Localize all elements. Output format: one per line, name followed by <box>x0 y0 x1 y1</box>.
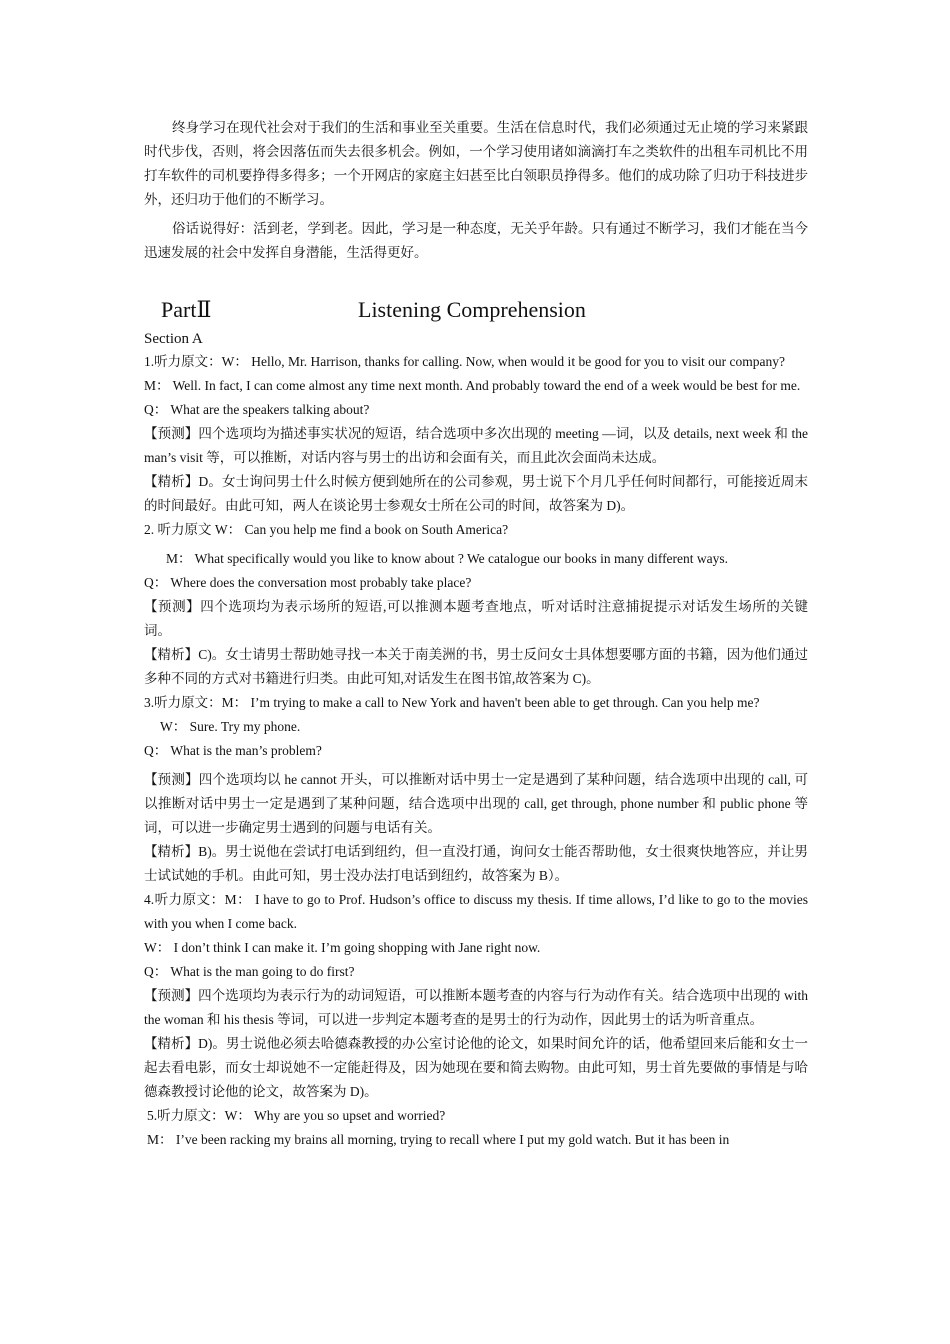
q1-analysis: 【精析】D。女士询问男士什么时候方便到她所在的公司参观，男士说下个月几乎任何时间都行，可能接近周末的时间最好。由此可知，两人在谈论男士参观女士所在公司的时间，故答案为 D)。 <box>144 474 808 513</box>
q4-transcript-w: W： I don’t think I can make it. I’m going shopping with Jane right now. <box>144 940 541 955</box>
q4-prediction: 【预测】四个选项均为表示行为的动词短语，可以推断本题考查的内容与行为动作有关。结合选项中出现的 with the woman 和 his thesis 等词，可以进一步判定本题考查的是男士的行为动作，因此男士的话为听音重点。 <box>144 988 808 1027</box>
document-body <box>144 116 808 1152</box>
q2-transcript-m: M： What specifically would you like to know about ? We catalogue our books in many different ways. <box>166 551 729 566</box>
q3-analysis: 【精析】B)。男士说他在尝试打电话到纽约，但一直没打通，询问女士能否帮助他，女士很爽快地答应，并让男士试试她的手机。由此可知，男士没办法打电话到纽约，故答案为 B）。 <box>144 844 808 883</box>
q3-question: Q： What is the man’s problem? <box>144 743 322 758</box>
q2-prediction: 【预测】四个选项均为表示场所的短语,可以推测本题考查地点，听对话时注意捕捉提示对话发生场所的关键词。 <box>144 599 808 638</box>
q4-question: Q： What is the man going to do first? <box>144 964 355 979</box>
q4-transcript-m: 4.听力原文：M： I have to go to Prof. Hudson’s office to discuss my thesis. If time allows, I’d like to go to the movies with you when I come back. <box>144 892 808 931</box>
q2-transcript-w: 2. 听力原文 W： Can you help me find a book on South America? <box>144 522 509 537</box>
q1-transcript-w: 1.听力原文：W： Hello, Mr. Harrison, thanks for calling. Now, when would it be good for you to visit our company? <box>144 354 786 369</box>
part-title: Listening Comprehension <box>358 297 586 322</box>
q1-question: Q： What are the speakers talking about? <box>144 402 370 417</box>
q2-question: Q： Where does the conversation most probably take place? <box>144 575 472 590</box>
q1-prediction: 【预测】四个选项均为描述事实状况的短语，结合选项中多次出现的 meeting —词，以及 details, next week 和 the man’s visit 等，可以推断，对话内容与男士的出访和会面有关，而且此次会面尚未达成。 <box>144 426 808 465</box>
intro-paragraph-1: 终身学习在现代社会对于我们的生活和事业至关重要。生活在信息时代，我们必须通过无止境的学习来紧跟时代步伐，否则，将会因落伍而失去很多机会。例如，一个学习使用诸如滴滴打车之类软件的出租车司机比不用打车软件的司机要挣得多得多；一个开网店的家庭主妇甚至比白领职员挣得多。他们的成功除了归功于科技进步外，还归功于他们的不断学习。 <box>144 120 808 207</box>
q4-analysis: 【精析】D)。男士说他必须去哈德森教授的办公室讨论他的论文，如果时间允许的话，他希望回来后能和女士一起去看电影，而女士却说她不一定能赶得及，因为她现在要和简去购物。由此可知，男士首先要做的事情是与哈德森教授讨论他的论文，故答案为 D)。 <box>144 1036 808 1099</box>
part-heading <box>144 294 808 326</box>
q3-prediction: 【预测】四个选项均以 he cannot 开头，可以推断对话中男士一定是遇到了某种问题，结合选项中出现的 call, 可以推断对话中男士一定是遇到了某种问题，结合选项中出现的 call, get through, phone number 和 public phone 等词，可以进一步确定男士遇到的问题与电话有关。 <box>144 772 808 835</box>
q1-transcript-m: M： Well. In fact, I can come almost any time next month. And probably toward the end of a week would be best for me. <box>144 378 801 393</box>
section-label: Section A <box>144 331 203 347</box>
q5-transcript-m: M： I’ve been racking my brains all morning, trying to recall where I put my gold watch. But it has been in <box>147 1132 730 1147</box>
q5-transcript-w: 5.听力原文：W： Why are you so upset and worried? <box>147 1108 446 1123</box>
q3-transcript-m: 3.听力原文：M： I’m trying to make a call to New York and haven't been able to get through. Can you help me? <box>144 695 760 710</box>
q3-transcript-w: W： Sure. Try my phone. <box>160 719 301 734</box>
q2-analysis: 【精析】C)。女士请男士帮助她寻找一本关于南美洲的书，男士反问女士具体想要哪方面的书籍，因为他们通过多种不同的方式对书籍进行归类。由此可知,对话发生在图书馆,故答案为 C)。 <box>144 647 808 686</box>
part-label: PartⅡ <box>161 297 212 322</box>
intro-paragraph-2: 俗话说得好：活到老，学到老。因此，学习是一种态度，无关乎年龄。只有通过不断学习，我们才能在当今迅速发展的社会中发挥自身潜能，生活得更好。 <box>144 221 808 260</box>
